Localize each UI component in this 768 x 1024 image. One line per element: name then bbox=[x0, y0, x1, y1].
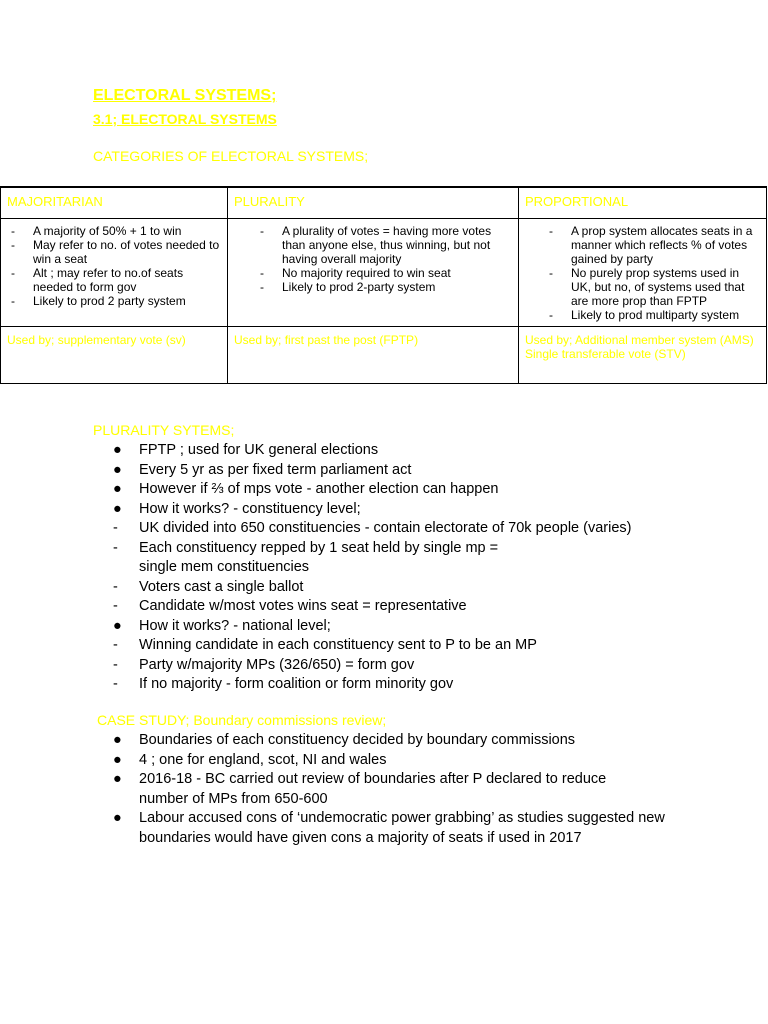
list-item: - Voters cast a single ballot bbox=[0, 578, 680, 598]
list-item: - Each constituency repped by 1 seat held by single mp = single mem constituencies bbox=[113, 539, 499, 575]
list-item: ● FPTP ; used for UK general elections bbox=[0, 441, 680, 461]
header-plurality: PLURALITY bbox=[228, 187, 519, 219]
list-item: ● Boundaries of each constituency decided by boundary commissions bbox=[0, 731, 680, 751]
bullet-marker: ● bbox=[113, 810, 122, 826]
used-by-stv: Single transferable vote (STV) bbox=[525, 347, 686, 361]
header-proportional: PROPORTIONAL bbox=[519, 187, 767, 219]
bullet-marker: ● bbox=[113, 771, 122, 787]
majoritarian-list bbox=[7, 224, 221, 308]
dash-marker: - bbox=[113, 578, 118, 595]
header-majoritarian: MAJORITARIAN bbox=[1, 187, 228, 219]
list-item: - A majority of 50% + 1 to win bbox=[7, 224, 221, 238]
used-by-majoritarian: Used by; supplementary vote (sv) bbox=[1, 327, 228, 384]
list-item: ● However if ⅔ of mps vote - another election can happen bbox=[0, 480, 680, 500]
table-row bbox=[1, 327, 767, 384]
plurality-list bbox=[234, 224, 512, 294]
list-item: - Winning candidate in each constituency sent to P to be an MP bbox=[0, 636, 680, 656]
bullet-marker: ● bbox=[113, 751, 122, 768]
list-item: - Likely to prod multiparty system bbox=[545, 308, 760, 322]
list-item: ● 4 ; one for england, scot, NI and wales bbox=[0, 751, 680, 771]
used-by-proportional bbox=[519, 327, 767, 384]
plurality-list bbox=[0, 441, 680, 695]
dash-marker: - bbox=[113, 676, 118, 692]
proportional-cell bbox=[519, 219, 767, 327]
list-item: ● How it works? - constituency level; bbox=[0, 500, 680, 520]
list-item: - No majority required to win seat bbox=[256, 266, 512, 280]
list-item: ● How it works? - national level; bbox=[0, 617, 680, 637]
table-row bbox=[1, 219, 767, 327]
list-item: - Likely to prod 2-party system bbox=[256, 280, 512, 294]
dash-marker: - bbox=[113, 598, 118, 614]
electoral-categories-table bbox=[0, 186, 767, 384]
list-item: ● Every 5 yr as per fixed term parliament act bbox=[0, 461, 680, 481]
list-item: - No purely prop systems used in UK, but no, of systems used that are more prop than FPTP bbox=[545, 266, 760, 308]
list-item: - UK divided into 650 constituencies - contain electorate of 70k people (varies) bbox=[0, 519, 680, 539]
case-study-list bbox=[0, 731, 680, 848]
table-header-row bbox=[1, 187, 767, 219]
bullet-marker: ● bbox=[113, 732, 122, 748]
dash-marker: - bbox=[113, 520, 118, 536]
document-title: ELECTORAL SYSTEMS; bbox=[93, 87, 277, 104]
plurality-heading: PLURALITY SYTEMS; bbox=[93, 422, 235, 438]
majoritarian-cell bbox=[1, 219, 228, 327]
list-item: - Party w/majority MPs (326/650) = form gov bbox=[0, 656, 680, 676]
dash-marker: - bbox=[113, 637, 118, 653]
plurality-cell bbox=[228, 219, 519, 327]
list-item: - A prop system allocates seats in a manner which reflects % of votes gained by party bbox=[545, 224, 760, 266]
list-item: - Alt ; may refer to no.of seats needed to form gov bbox=[7, 266, 221, 294]
list-item: - May refer to no. of votes needed to win a seat bbox=[7, 238, 221, 266]
list-item: ● Labour accused cons of ‘undemocratic power grabbing’ as studies suggested new boundaries would have given cons a majority of seats if used in 2017 bbox=[113, 810, 665, 846]
list-item: - A plurality of votes = having more votes than anyone else, thus winning, but not having overall majority bbox=[256, 224, 512, 266]
bullet-marker: ● bbox=[113, 617, 122, 634]
list-item: - Likely to prod 2 party system bbox=[7, 294, 221, 308]
used-by-ams: Used by; Additional member system (AMS) bbox=[525, 333, 754, 347]
bullet-marker: ● bbox=[113, 442, 122, 458]
used-by-plurality: Used by; first past the post (FPTP) bbox=[228, 327, 519, 384]
proportional-list bbox=[525, 224, 760, 322]
dash-marker: - bbox=[113, 656, 118, 673]
case-study-heading: CASE STUDY; Boundary commissions review; bbox=[97, 712, 387, 728]
bullet-marker: ● bbox=[113, 461, 122, 478]
section-subtitle: 3.1; ELECTORAL SYSTEMS bbox=[93, 111, 277, 127]
dash-marker: - bbox=[113, 539, 118, 556]
categories-heading: CATEGORIES OF ELECTORAL SYSTEMS; bbox=[93, 148, 369, 164]
bullet-marker: ● bbox=[113, 500, 122, 517]
list-item: - Candidate w/most votes wins seat = representative bbox=[0, 597, 680, 617]
list-item: ● 2016-18 - BC carried out review of boundaries after P declared to reduce number of MPs from 650-600 bbox=[113, 771, 607, 807]
bullet-marker: ● bbox=[113, 481, 122, 497]
list-item: - If no majority - form coalition or form minority gov bbox=[0, 675, 680, 695]
